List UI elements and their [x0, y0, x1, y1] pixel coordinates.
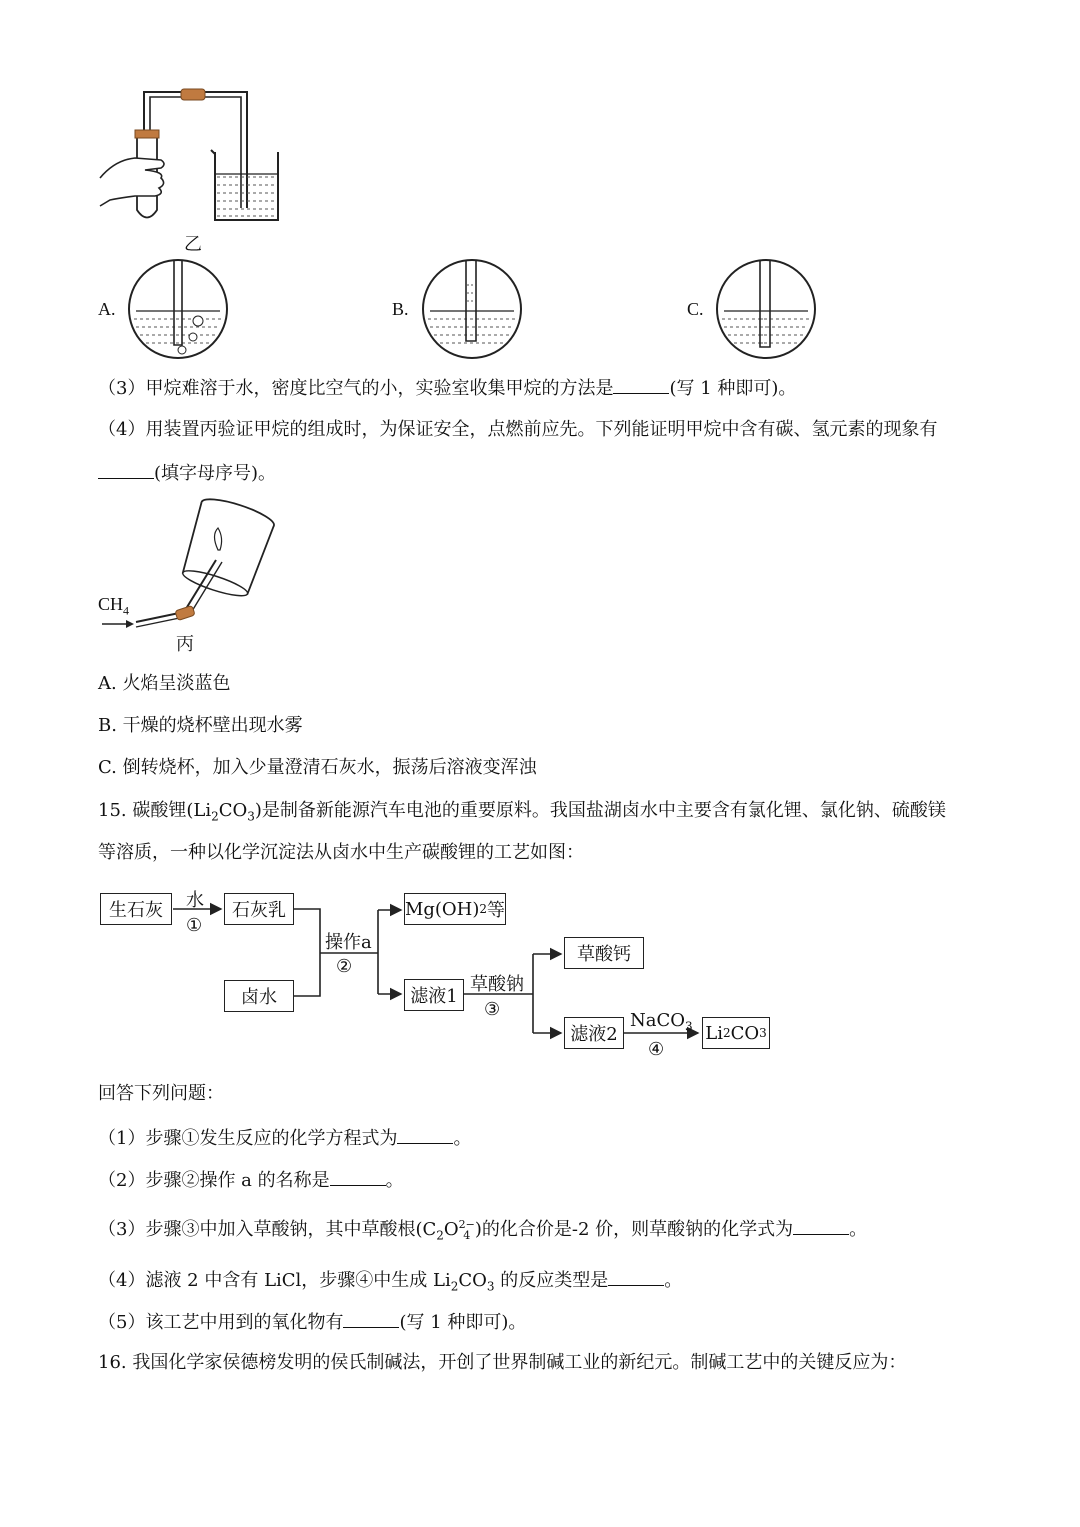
flow-box-lithium-carbonate: Li 2 CO 3 — [702, 1017, 770, 1049]
flow-box-filtrate-1: 滤液1 — [404, 979, 464, 1011]
q15-question-1: （1）步骤①发生反应的化学方程式为 。 — [98, 1125, 471, 1151]
flow-step-4: ④ — [648, 1039, 665, 1060]
flow-step-2: ② — [336, 956, 353, 977]
answer-blank[interactable] — [343, 1309, 399, 1328]
option-a-diagram — [124, 255, 234, 365]
option-c-diagram — [712, 255, 822, 365]
answer-blank[interactable] — [613, 375, 669, 394]
q15-question-3: （3）步骤③中加入草酸钠，其中草酸根($C_2O2-$ 4 )的化合价是-2 价，则草酸钠的化学式为 。 — [98, 1218, 868, 1243]
figure-yi-caption: 乙 — [184, 234, 202, 254]
flow-label-sodium-oxalate: 草酸钠 — [470, 974, 524, 995]
flow-step-3: ③ — [484, 999, 501, 1020]
q14-part4-line1: （4）用装置丙验证甲烷的组成时，为保证安全，点燃前应先。下列能证明甲烷中含有碳、氢元素的现象有 — [98, 419, 938, 440]
flow-box-lime-milk: 石灰乳 — [224, 893, 294, 925]
flow-box-brine: 卤水 — [224, 980, 294, 1012]
figure-bing-gas-label: $CH_4$ — [98, 594, 130, 618]
q15-question-4: （4）滤液 2 中含有 LiCl，步骤④中生成 $Li_2CO_3$ 的反应类型是 。 — [98, 1267, 682, 1299]
flow-label-naco3: NaCO$_3$ — [630, 1010, 693, 1034]
option-b-diagram — [418, 255, 528, 365]
answer-blank[interactable] — [397, 1125, 453, 1144]
answer-blank[interactable] — [608, 1267, 664, 1286]
flow-box-calcium-oxalate: 草酸钙 — [564, 937, 644, 969]
q15-answer-intro: 回答下列问题： — [98, 1083, 224, 1104]
option-a-letter: A. — [98, 299, 116, 319]
flowchart-connectors — [0, 0, 1080, 200]
option-c-letter: C. — [687, 299, 704, 319]
q14-choice-c: C. 倒转烧杯，加入少量澄清石灰水，振荡后溶液变浑浊 — [98, 757, 537, 778]
figure-bing-caption: 丙 — [176, 634, 194, 654]
option-b-letter: B. — [392, 299, 409, 319]
q14-part3: （3）甲烷难溶于水，密度比空气的小，实验室收集甲烷的方法是 (写 1 种即可)。 — [98, 375, 796, 401]
q15-intro-line2: 等溶质，一种以化学沉淀法从卤水中生产碳酸锂的工艺如图： — [98, 842, 584, 863]
q16-intro: 16. 我国化学家侯德榜发明的侯氏制碱法，开创了世界制碱工业的新纪元。制碱工艺中的关键反应为： — [98, 1352, 907, 1373]
flow-box-mg-hydroxide: Mg(OH) 2 等 — [404, 893, 506, 925]
flow-box-quicklime: 生石灰 — [100, 893, 172, 925]
answer-blank[interactable] — [98, 460, 154, 479]
answer-blank[interactable] — [330, 1167, 386, 1186]
flow-label-operation-a: 操作a — [325, 932, 372, 953]
q15-intro-line1: 15. 碳酸锂$(Li_2CO_3)$是制备新能源汽车电池的重要原料。我国盐湖卤水中主要含有氯化锂、氯化钠、硫酸镁 — [98, 800, 946, 824]
q14-choice-a: A. 火焰呈淡蓝色 — [98, 673, 231, 694]
flow-label-water: 水 — [186, 890, 204, 911]
answer-blank[interactable] — [793, 1216, 849, 1235]
flow-step-1: ① — [186, 915, 203, 936]
flow-box-filtrate-2: 滤液2 — [564, 1017, 624, 1049]
q15-question-5: （5）该工艺中用到的氧化物有 (写 1 种即可)。 — [98, 1309, 526, 1335]
methane-combustion-apparatus-illustration — [96, 500, 296, 640]
q14-choice-b: B. 干燥的烧杯壁出现水雾 — [98, 715, 303, 736]
q14-part4-line2: (填字母序号)。 — [98, 460, 276, 486]
q15-question-2: （2）步骤②操作 a 的名称是 。 — [98, 1167, 404, 1193]
